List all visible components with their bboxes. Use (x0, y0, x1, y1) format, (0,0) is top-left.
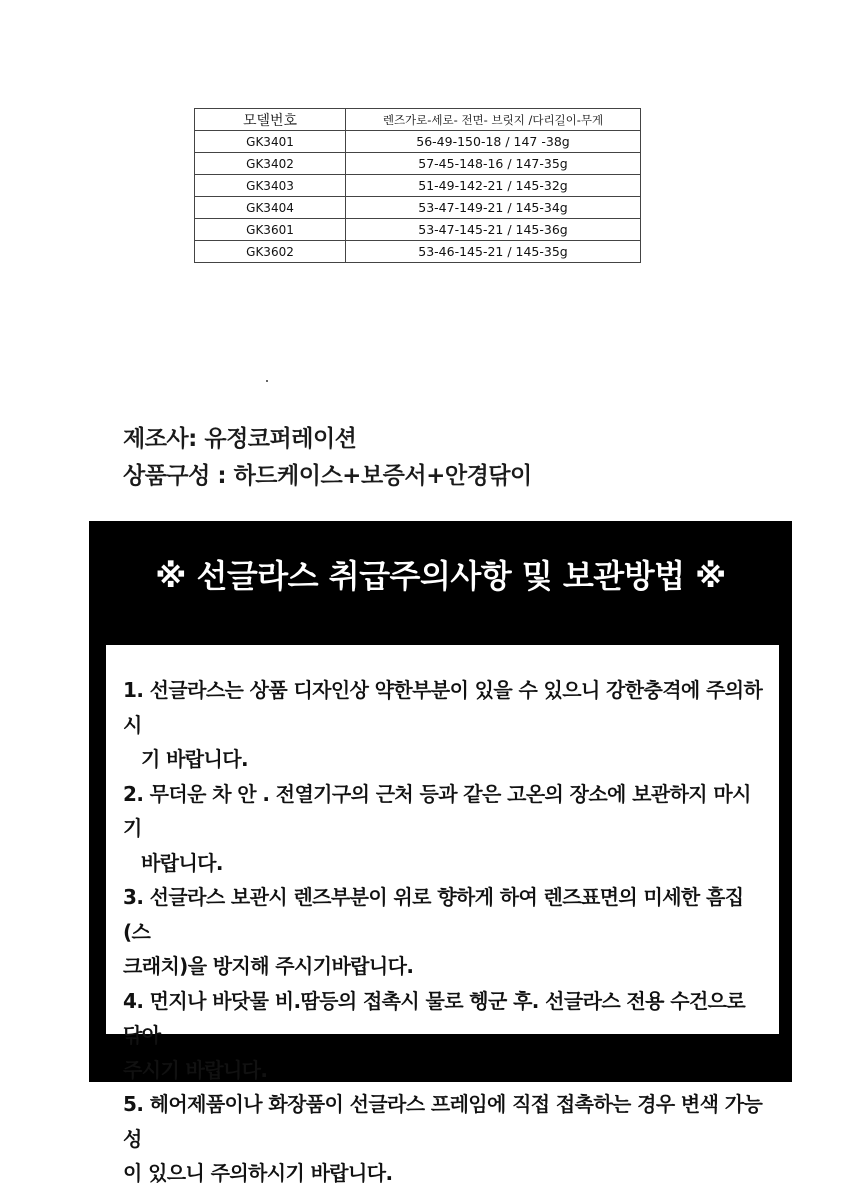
care-title: ※ 선글라스 취급주의사항 및 보관방법 ※ (155, 557, 726, 595)
care-item-line: 2. 무더운 차 안 . 전열기구의 근처 등과 같은 고온의 장소에 보관하지 마시기 (123, 781, 751, 840)
table-row (195, 241, 641, 263)
model-cell: GK3602 (195, 241, 346, 263)
spec-table (194, 108, 641, 263)
table-row (195, 131, 641, 153)
dimensions-cell: 51-49-142-21 / 145-32g (346, 175, 641, 197)
stray-dot (266, 380, 268, 382)
care-item-line: 4. 먼지나 바닷물 비.땀등의 접촉시 물로 헹군 후. 선글라스 전용 수건으로 닦아 (123, 988, 746, 1047)
manufacturer-text: 제조사: 유정코퍼레이션 (123, 426, 357, 452)
care-item-line: 5. 헤어제품이나 화장품이 선글라스 프레임에 직접 접촉하는 경우 변색 가능성 (123, 1092, 763, 1151)
care-item-line: 기 바랍니다. (141, 747, 248, 771)
care-item-line: 주시기 바랍니다. (123, 1057, 268, 1082)
column-header-dimensions: 렌즈가로-세로- 전면- 브릿지 /다리길이-무게 (346, 109, 641, 131)
model-cell: GK3403 (195, 175, 346, 197)
model-cell: GK3404 (195, 197, 346, 219)
care-list (106, 645, 779, 1191)
table-row (195, 175, 641, 197)
table-row (195, 197, 641, 219)
model-cell: GK3401 (195, 131, 346, 153)
table-header-row (195, 109, 641, 131)
care-instructions-panel (89, 521, 792, 1185)
table-row (195, 219, 641, 241)
care-item-line: 이 있으니 주의하시기 바랍니다. (123, 1161, 393, 1185)
care-instructions-body (106, 645, 779, 1185)
table-row (195, 153, 641, 175)
column-header-model: 모델번호 (195, 109, 346, 131)
care-item-line: 3. 선글라스 보관시 렌즈부분이 위로 향하게 하여 렌즈표면의 미세한 흠집 (스 (123, 885, 744, 944)
dimensions-cell: 53-46-145-21 / 145-35g (346, 241, 641, 263)
dimensions-cell: 56-49-150-18 / 147 -38g (346, 131, 641, 153)
dimensions-cell: 53-47-145-21 / 145-36g (346, 219, 641, 241)
care-item-line: 바랍니다. (141, 850, 223, 875)
care-item-line: 크래치)을 방지해 주시기바랍니다. (123, 954, 414, 978)
model-cell: GK3601 (195, 219, 346, 241)
components-text: 상품구성 : 하드케이스+보증서+안경닦이 (123, 463, 532, 489)
model-cell: GK3402 (195, 153, 346, 175)
dimensions-cell: 57-45-148-16 / 147-35g (346, 153, 641, 175)
care-item-line: 1. 선글라스는 상품 디자인상 약한부분이 있을 수 있으니 강한충격에 주의하시 (123, 678, 763, 737)
dimensions-cell: 53-47-149-21 / 145-34g (346, 197, 641, 219)
